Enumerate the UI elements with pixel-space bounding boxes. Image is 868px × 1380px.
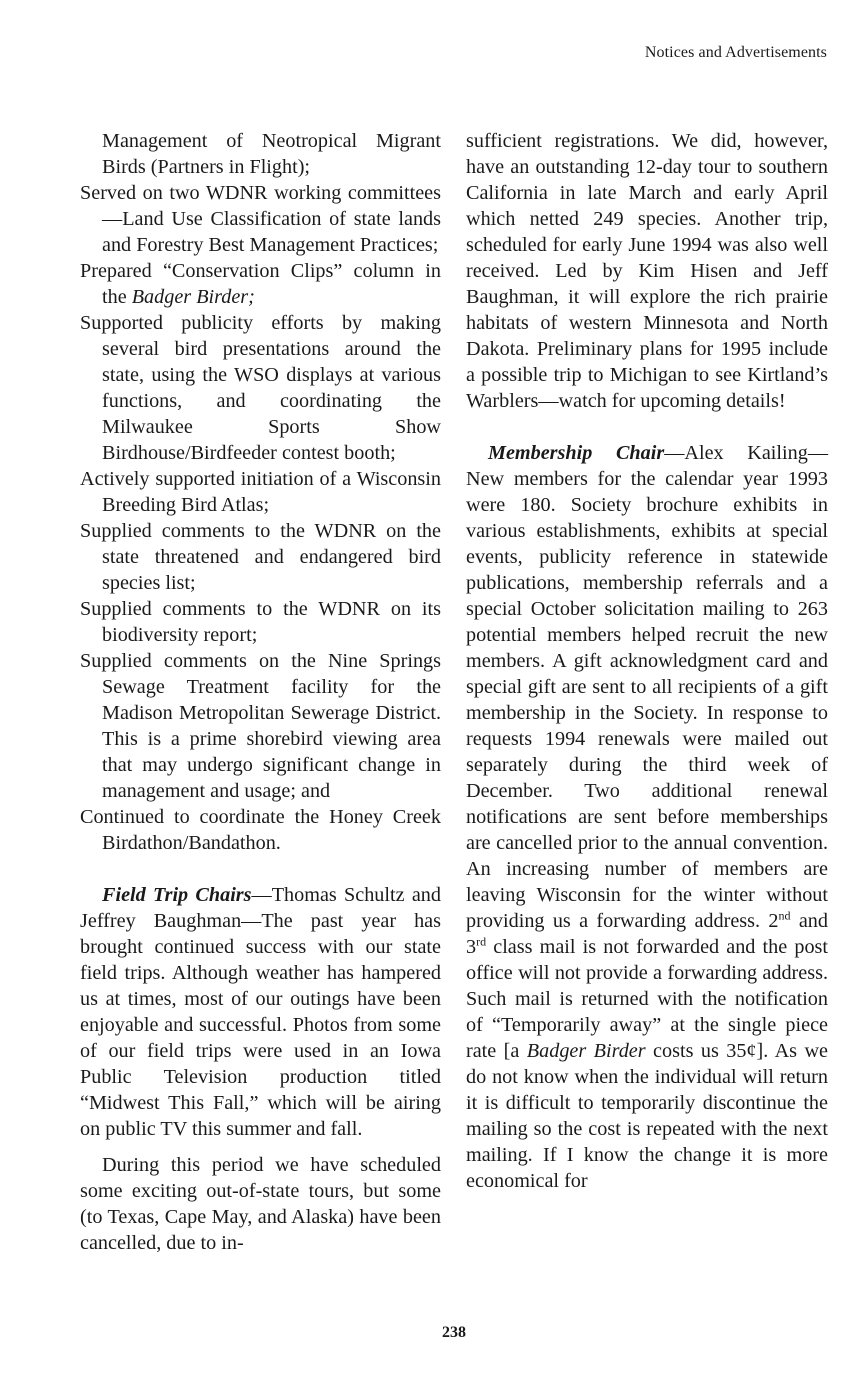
continuation-paragraph: sufficient registrations. We did, however, have an outstanding 12-day tour to southern California in late March and early April which netted 249 species. Another trip, scheduled for early June 1994 was also well received. Led by Kim Hisen and Jeff Baughman, it will explore the rich prairie habitats of western Minnesota and North Dakota. Preliminary plans for 1995 include a possible trip to Michigan to see Kirtland’s Warblers—watch for upcoming details! <box>466 130 828 412</box>
list-item: Actively supported initiation of a Wisconsin Breeding Bird Atlas; <box>80 468 441 516</box>
paragraph-text: —Alex Kailing—New members for the calendar year 1993 were 180. Society brochure exhibits in various establishments, exhibits at special events, publicity reference in statewide publications, membership referrals and a special October solicitation mailing to 263 potential members helped recruit the new members. A gift acknowledgment card and special gift are sent to all recipients of a gift membership in the Society. In response to requests 1994 renewals were mailed out separately during the third week of December. Two additional renewal notifications are sent before memberships are cancelled prior to the annual convention. An increasing number of members are leaving Wisconsin for the winter without providing us a forwarding address. <box>466 442 829 932</box>
section-heading: Membership Chair <box>488 442 665 464</box>
membership-paragraph <box>466 440 828 1194</box>
list-item: Continued to coordinate the Honey Creek Birdathon/Bandathon. <box>80 806 441 854</box>
list-item <box>80 258 441 310</box>
paragraph-text: costs us 35¢]. As we do not know when the individual will return it is difficult to temporarily discontinue the mailing so the cost is repeated with the next mailing. If I know the change it is more economical for <box>466 1040 828 1192</box>
ordinal-suffix: rd <box>476 934 487 949</box>
ordinal-number: 3 <box>466 936 477 958</box>
ordinal-suffix: nd <box>778 908 791 923</box>
list-item: Served on two WDNR working committees—Land Use Classification of state lands and Forestry Best Management Practices; <box>80 182 441 256</box>
list-item: Supplied comments to the WDNR on the state threatened and endangered bird species list; <box>80 520 441 594</box>
spacer <box>466 414 828 440</box>
spacer <box>80 1142 441 1152</box>
ordinal-number: 2 <box>768 910 779 932</box>
list-item: Supplied comments on the Nine Springs Sewage Treatment facility for the Madison Metropolitan Sewerage District. This is a prime shorebird viewing area that may undergo significant change in management and usage; and <box>80 650 441 802</box>
field-trip-paragraph-2: During this period we have scheduled some exciting out-of-state tours, but some (to Texas, Cape May, and Alaska) have been cancelled, due to in- <box>80 1154 441 1254</box>
field-trip-paragraph <box>80 882 441 1142</box>
section-heading: Field Trip Chairs <box>102 884 252 906</box>
list-item: Supported publicity efforts by making several bird presentations around the state, using the WSO displays at various functions, and coordinating the Milwaukee Sports Show Birdhouse/Birdfeeder contest booth; <box>80 312 441 464</box>
running-head: Notices and Advertisements <box>644 44 827 61</box>
paragraph-text: and <box>790 910 828 932</box>
list-item: Management of Neotropical Migrant Birds (Partners in Flight); <box>102 130 441 178</box>
paragraph-text: class mail is not forwarded and the post office will not provide a forwarding address. Such mail is returned with the notification of “Temporarily away” at the single piece rate [a <box>466 936 828 1062</box>
page-number: 238 <box>442 1324 466 1341</box>
left-column <box>80 128 441 1256</box>
publication-title: Badger Birder; <box>131 286 255 308</box>
list-item: Supplied comments to the WDNR on its biodiversity report; <box>80 598 441 646</box>
publication-title: Badger Birder <box>526 1040 646 1062</box>
spacer <box>80 856 441 882</box>
right-column <box>466 128 828 1194</box>
paragraph-text: —Thomas Schultz and Jeffrey Baughman—The past year has brought continued success with our state field trips. Although weather has hampered us at times, most of our outings have been enjoyable and successful. Photos from some of our field trips were used in an Iowa Public Television production titled “Midwest This Fall,” which will be airing on public TV this summer and fall. <box>80 884 441 1140</box>
list-item-text: Prepared “Conservation Clips” column in the <box>80 260 441 308</box>
